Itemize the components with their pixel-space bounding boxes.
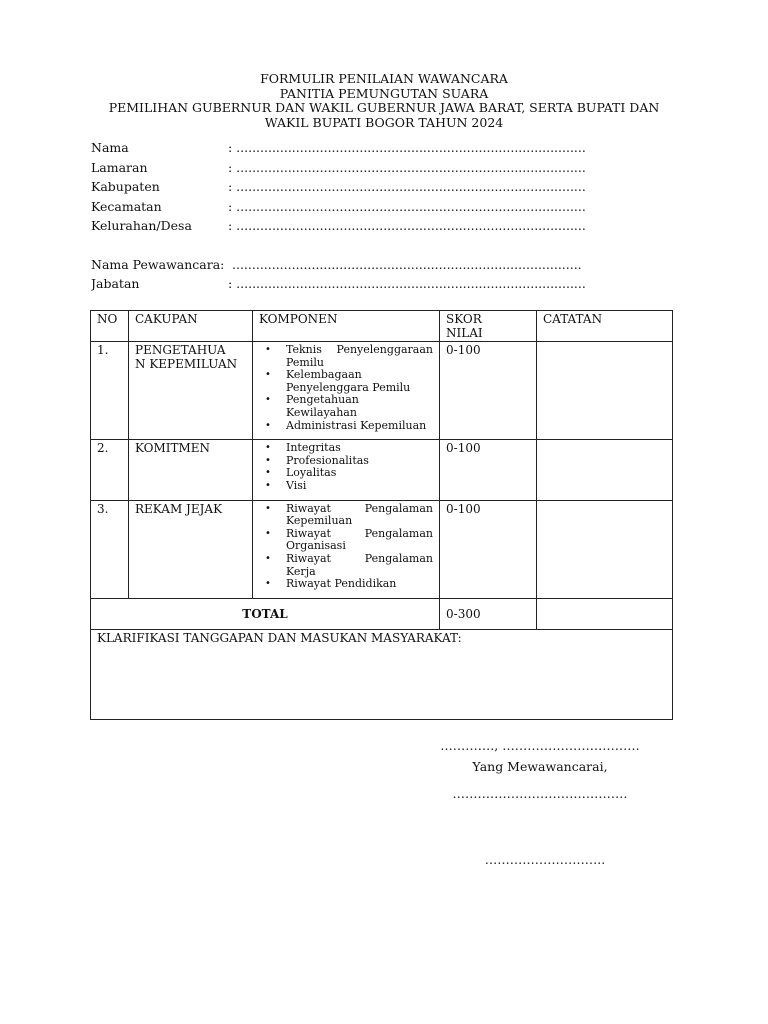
row-skor: 0-100	[440, 342, 537, 440]
list-item: • Loyalitas	[286, 467, 433, 480]
row-no: 3.	[91, 500, 129, 598]
klarifikasi-box[interactable]	[91, 629, 673, 719]
row-cakupan	[129, 342, 253, 440]
form-title: FORMULIR PENILAIAN WAWANCARA	[260, 71, 508, 86]
komponen-list	[259, 442, 433, 492]
applicant-fields	[91, 138, 661, 294]
field-label: Kecamatan	[91, 198, 162, 214]
field-value[interactable]: : ........................................................................................	[228, 140, 586, 155]
field-label: Kelurahan/Desa	[91, 218, 192, 233]
field-kecamatan	[91, 197, 661, 217]
total-catatan[interactable]	[537, 598, 673, 629]
row-cakupan: REKAM JEJAK	[129, 500, 253, 598]
list-item: • Integritas	[286, 442, 433, 455]
field-kelurahan-desa	[91, 216, 661, 236]
signature-line-1[interactable]: ……………………………………	[452, 786, 628, 801]
list-item: • Riwayat Pengalaman Organisasi	[286, 528, 433, 553]
total-label: TOTAL	[91, 598, 440, 629]
field-label: Lamaran	[91, 159, 148, 175]
row-komponen	[253, 500, 440, 598]
list-item: • Riwayat Pengalaman Kepemiluan	[286, 503, 433, 528]
field-nama-pewawancara	[91, 255, 661, 275]
form-title-block	[60, 72, 708, 130]
signature-role: Yang Mewawancarai,	[472, 759, 608, 774]
field-label: Jabatan	[91, 276, 140, 291]
signature-line-2[interactable]: ………………………..	[484, 852, 606, 867]
header-no: NO	[91, 311, 129, 342]
field-value[interactable]: : ........................................................................................	[228, 179, 586, 194]
total-row	[91, 598, 673, 629]
field-lamaran	[91, 158, 661, 178]
klarifikasi-label: KLARIFIKASI TANGGAPAN DAN MASUKAN MASYARAKAT:	[97, 630, 462, 645]
election-title-line2: WAKIL BUPATI BOGOR TAHUN 2024	[264, 114, 504, 130]
row-cakupan: KOMITMEN	[129, 440, 253, 500]
field-value[interactable]: : ........................................................................................	[228, 276, 586, 291]
header-skor-line1: SKOR	[446, 312, 482, 326]
election-title-line1: PEMILIHAN GUBERNUR DAN WAKIL GUBERNUR JAWA BARAT, SERTA BUPATI DAN	[108, 100, 660, 115]
row-catatan[interactable]	[537, 500, 673, 598]
field-value[interactable]: : ........................................................................................	[228, 218, 586, 233]
klarifikasi-row	[91, 629, 673, 719]
komponen-list	[259, 503, 433, 591]
header-skor	[440, 311, 537, 342]
row-skor: 0-100	[440, 440, 537, 500]
field-value[interactable]: ........................................................................................	[232, 256, 582, 272]
row-cakupan-line2: N KEPEMILUAN	[135, 357, 238, 371]
field-kabupaten	[91, 177, 661, 197]
row-skor: 0-100	[440, 500, 537, 598]
row-cakupan-line1: PENGETAHUA	[135, 343, 226, 357]
field-label: Nama Pewawancara:	[91, 256, 225, 272]
table-row	[91, 342, 673, 440]
list-item: • Visi	[286, 480, 433, 493]
list-item: • Riwayat Pengalaman Kerja	[286, 553, 433, 578]
list-item: • Pengetahuan Kewilayahan	[286, 394, 433, 419]
row-no: 2.	[91, 440, 129, 500]
signature-place-date[interactable]: …………., ……………………………	[440, 738, 640, 753]
table-row	[91, 440, 673, 500]
row-no: 1.	[91, 342, 129, 440]
row-komponen	[253, 342, 440, 440]
field-jabatan	[91, 274, 661, 294]
field-value[interactable]: : ........................................................................................	[228, 198, 586, 214]
list-item: • Profesionalitas	[286, 455, 433, 468]
list-item: • Kelembagaan Penyelenggara Pemilu	[286, 369, 433, 394]
row-komponen	[253, 440, 440, 500]
field-value[interactable]: : ........................................................................................	[228, 159, 586, 175]
table-header-row	[91, 311, 673, 342]
table-row	[91, 500, 673, 598]
committee-name: PANITIA PEMUNGUTAN SUARA	[279, 85, 489, 101]
header-cakupan: CAKUPAN	[129, 311, 253, 342]
field-nama	[91, 138, 661, 158]
list-item: • Riwayat Pendidikan	[286, 578, 433, 591]
assessment-table	[90, 310, 673, 720]
header-skor-line2: NILAI	[446, 326, 483, 340]
header-catatan: CATATAN	[537, 311, 673, 342]
komponen-list	[259, 344, 433, 432]
field-label: Nama	[91, 140, 129, 155]
row-catatan[interactable]	[537, 342, 673, 440]
total-value: 0-300	[440, 598, 537, 629]
list-item: • Teknis Penyelenggaraan Pemilu	[286, 344, 433, 369]
list-item: • Administrasi Kepemiluan	[286, 420, 433, 433]
row-catatan[interactable]	[537, 440, 673, 500]
header-komponen: KOMPONEN	[253, 311, 440, 342]
field-label: Kabupaten	[91, 179, 160, 194]
